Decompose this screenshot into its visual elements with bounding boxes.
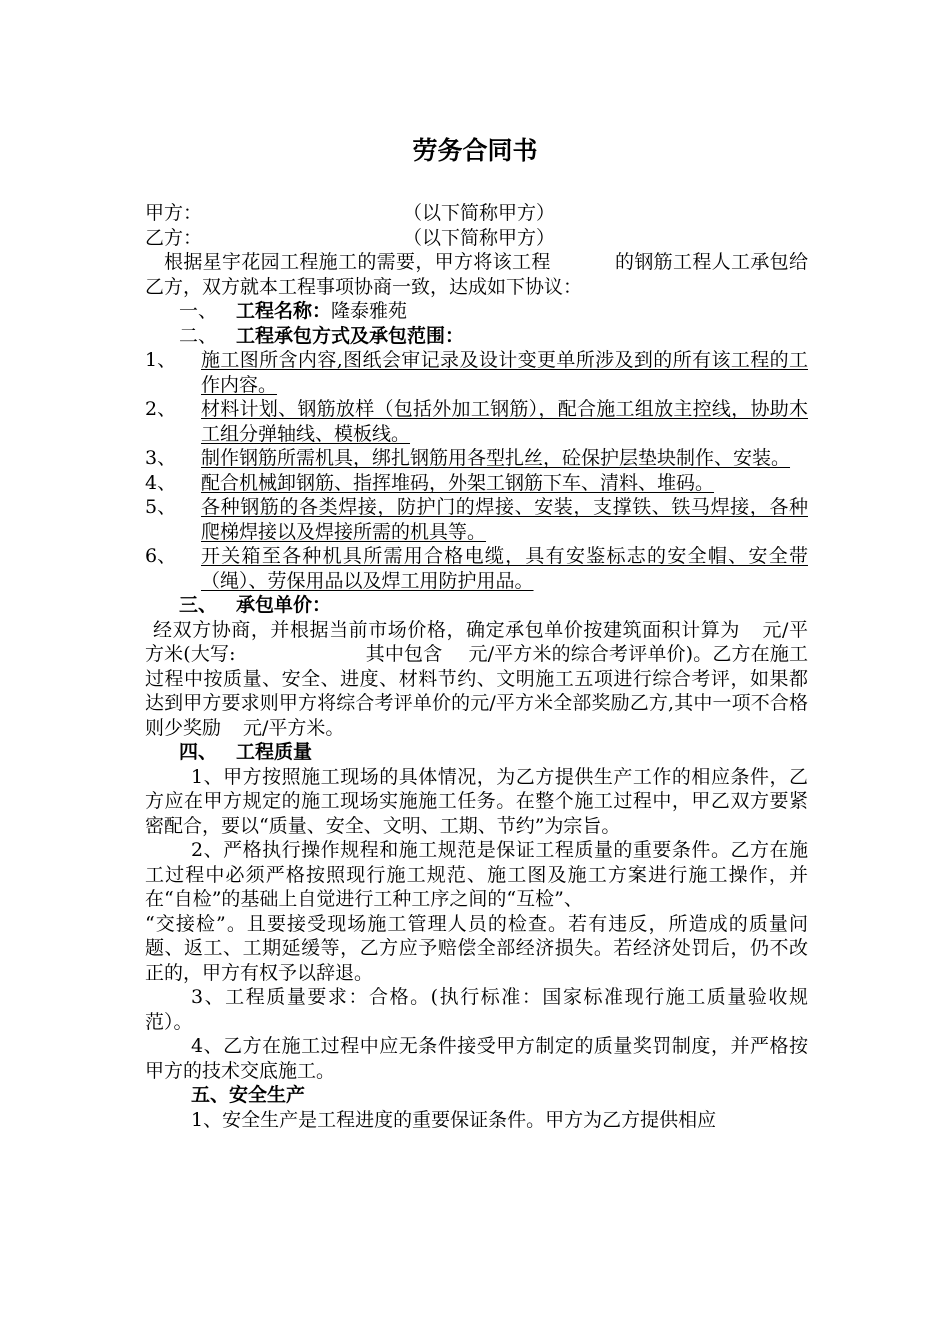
scope-item — [145, 471, 808, 496]
party-b-note: （以下简称甲方） — [403, 226, 556, 249]
party-a-label: 甲方： — [145, 202, 203, 224]
quality-paragraph: “交接检”。且要接受现场施工管理人员的检查。若有违反，所造成的质量问题、返工、工期延缓等，乙方应予赔偿全部经济损失。若经济处罚后，仍不改正的，甲方有权予以辞退。 — [145, 912, 808, 984]
section-2-num: 二、 — [179, 324, 218, 347]
quality-paragraph: 3、工程质量要求：合格。(执行标准：国家标准现行施工质量验收规范）。 — [145, 986, 808, 1033]
scope-item — [145, 397, 808, 446]
document-body — [145, 201, 808, 1132]
intro-text-2: 的钢筋工程人工承包给乙方，双方就本工程事项协商一致，达成如下协议： — [145, 251, 808, 298]
price-text-b: 元/平方米(大写: — [145, 618, 808, 665]
section-1-value: 隆泰雅苑 — [331, 300, 408, 322]
section-1-title: 工程名称： — [236, 300, 332, 322]
party-b-line — [145, 226, 808, 251]
party-b-label: 乙方： — [145, 226, 203, 249]
section-4-title: 工程质量 — [236, 741, 313, 763]
section-5-title: 五、安全生产 — [191, 1084, 306, 1106]
price-text-c: 其中包含 — [365, 643, 443, 665]
scope-item-text: 开关箱至各种机具所需用合格电缆，具有安鉴标志的安全帽、安全带（绳）、劳保用品以及焊工用防护用品。 — [201, 545, 808, 592]
price-paragraph — [145, 618, 808, 741]
scope-item-num: 1、 — [145, 349, 177, 371]
scope-item-num: 4、 — [145, 471, 177, 494]
section-4-num: 四、 — [179, 741, 218, 763]
section-1-num: 一、 — [179, 300, 218, 322]
scope-item-text: 各种钢筋的各类焊接，防护门的焊接、安装，支撑铁、铁马焊接，各种爬梯焊接以及焊接所需的机具等。 — [201, 496, 808, 543]
safety-paragraph: 1、安全生产是工程进度的重要保证条件。甲方为乙方提供相应 — [191, 1108, 717, 1131]
scope-item-num: 6、 — [145, 545, 177, 567]
scope-item-text: 配合机械卸钢筋、指挥堆码，外架工钢筋下车、清料、堆码。 — [201, 471, 715, 494]
scope-item — [145, 446, 808, 471]
section-4-heading — [145, 740, 808, 765]
section-2-heading — [145, 324, 808, 349]
scope-item — [145, 348, 808, 397]
scope-item-text: 施工图所含内容,图纸会审记录及设计变更单所涉及到的所有该工程的工作内容。 — [201, 349, 808, 396]
scope-item-num: 5、 — [145, 496, 177, 518]
quality-paragraph: 1、甲方按照施工现场的具体情况，为乙方提供生产工作的相应条件，乙方应在甲方规定的施工现场实施施工任务。在整个施工过程中，甲乙双方要紧密配合，要以“质量、安全、文明、工期、节约”为宗旨。 — [145, 765, 808, 837]
price-text-e: 元/平方米。 — [243, 716, 345, 739]
price-text-d: 元/平方米的综合考评单价)。乙方在施工过程中按质量、安全、进度、材料节约、文明施工五项进行综合考评，如果都达到甲方要求则甲方将综合考评单价的元/平方米全部奖励乙方,其中一项不合格则少奖励 — [145, 643, 808, 739]
document-title: 劳务合同书 — [412, 136, 538, 165]
intro-paragraph — [145, 250, 808, 299]
section-3-heading — [145, 593, 808, 618]
scope-item-text: 制作钢筋所需机具，绑扎钢筋用各型扎丝，砼保护层垫块制作、安装。 — [201, 447, 791, 469]
party-a-line — [145, 201, 808, 226]
intro-text-1: 根据星宇花园工程施工的需要，甲方将该工程 — [164, 251, 551, 273]
scope-item-num: 3、 — [145, 447, 177, 469]
scope-item — [145, 495, 808, 544]
quality-paragraph: 4、乙方在施工过程中应无条件接受甲方制定的质量奖罚制度，并严格按甲方的技术交底施工。 — [145, 1035, 808, 1082]
quality-paragraph: 2、严格执行操作规程和施工规范是保证工程质量的重要条件。乙方在施工过程中必须严格按照现行施工规范、施工图及施工方案进行施工操作，并在“自检”的基础上自觉进行工种工序之间的“互检”、 — [145, 839, 808, 910]
scope-item-num: 2、 — [145, 398, 177, 420]
scope-item-text: 材料计划、钢筋放样（包括外加工钢筋），配合施工组放主控线，协助木工组分弹轴线、模板线。 — [201, 398, 808, 445]
section-3-num: 三、 — [179, 594, 218, 616]
scope-item — [145, 544, 808, 593]
section-2-title: 工程承包方式及承包范围： — [236, 324, 465, 347]
section-5-heading — [145, 1083, 808, 1108]
section-1-heading — [145, 299, 808, 324]
section-3-title: 承包单价： — [236, 594, 332, 616]
party-a-note: （以下简称甲方） — [403, 202, 556, 224]
price-text-a: 经双方协商，并根据当前市场价格，确定承包单价按建筑面积计算为 — [153, 618, 740, 641]
